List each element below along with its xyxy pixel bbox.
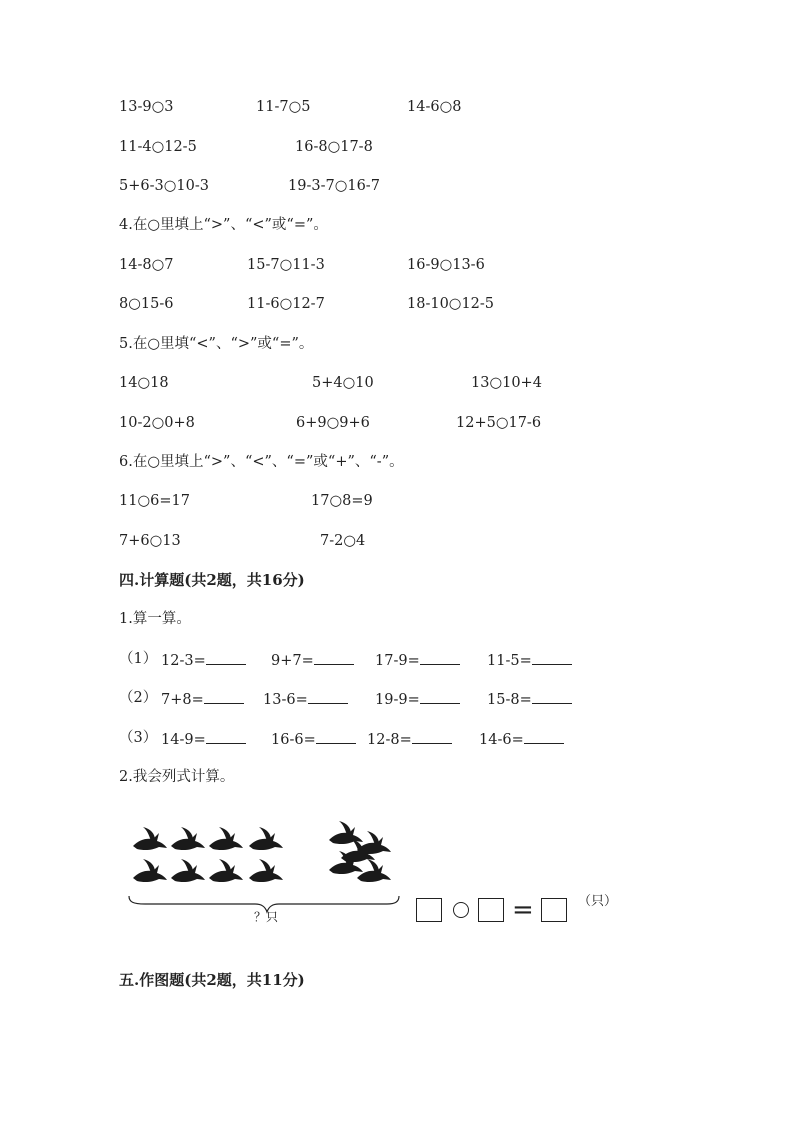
compare-item: 18-10○12-5 xyxy=(407,296,495,312)
question-mark-label: ？只 xyxy=(254,910,279,924)
answer-box-3[interactable] xyxy=(541,898,567,922)
calc-item: 14-6= xyxy=(479,729,564,749)
swallow-bird xyxy=(249,827,283,850)
answer-blank[interactable] xyxy=(524,729,564,744)
compare-item: 8○15-6 xyxy=(119,296,174,312)
calc-item: 12-8= xyxy=(367,729,452,749)
compare-item: 6+9○9+6 xyxy=(296,415,370,431)
calc-item: 12-3= xyxy=(161,650,246,670)
compare-item: 14○18 xyxy=(119,375,169,391)
bird-group xyxy=(133,821,391,882)
section-5-heading: 五.作图题(共2题，共11分) xyxy=(119,971,305,989)
swallow-bird xyxy=(357,859,391,882)
answer-blank[interactable] xyxy=(420,689,460,704)
swallow-bird xyxy=(329,821,363,844)
question-6-title: 6.在○里填上“>”、“<”、“=”或“+”、“-”。 xyxy=(119,454,404,470)
compare-item: 10-2○0+8 xyxy=(119,415,195,431)
calc-row-label: （1） xyxy=(119,651,158,667)
answer-blank[interactable] xyxy=(308,689,348,704)
calc-question-2-title: 2.我会列式计算。 xyxy=(119,769,235,785)
unit-label: （只） xyxy=(578,894,618,909)
compare-item: 13○10+4 xyxy=(471,375,542,391)
answer-box-2[interactable] xyxy=(478,898,504,922)
answer-blank[interactable] xyxy=(412,729,452,744)
calc-item: 17-9= xyxy=(375,650,460,670)
answer-blank[interactable] xyxy=(316,729,356,744)
calc-item: 14-9= xyxy=(161,729,246,749)
compare-item: 12+5○17-6 xyxy=(456,415,542,431)
compare-item: 14-6○8 xyxy=(407,99,462,115)
compare-item: 7+6○13 xyxy=(119,533,181,549)
swallow-bird xyxy=(171,859,205,882)
equals-sign: = xyxy=(512,895,534,925)
swallow-bird xyxy=(209,827,243,850)
compare-item: 7-2○4 xyxy=(320,533,366,549)
answer-blank[interactable] xyxy=(532,689,572,704)
compare-item: 11-4○12-5 xyxy=(119,139,197,155)
question-5-title: 5.在○里填“<”、“>”或“=”。 xyxy=(119,336,314,352)
calc-item: 16-6= xyxy=(271,729,356,749)
calc-item: 19-9= xyxy=(375,689,460,709)
question-4-title: 4.在○里填上“>”、“<”或“=”。 xyxy=(119,217,328,233)
compare-item: 5+4○10 xyxy=(312,375,374,391)
swallow-bird xyxy=(133,859,167,882)
compare-item: 14-8○7 xyxy=(119,257,174,273)
calc-item: 11-5= xyxy=(487,650,572,670)
calc-row-label: （3） xyxy=(119,730,158,746)
swallow-bird xyxy=(249,859,283,882)
answer-blank[interactable] xyxy=(420,650,460,665)
answer-blank[interactable] xyxy=(314,650,354,665)
compare-item: 11-6○12-7 xyxy=(247,296,325,312)
compare-item: 15-7○11-3 xyxy=(247,257,325,273)
compare-item: 16-9○13-6 xyxy=(407,257,485,273)
swallow-bird xyxy=(171,827,205,850)
compare-item: 11○6=17 xyxy=(119,493,190,509)
answer-blank[interactable] xyxy=(532,650,572,665)
compare-item: 13-9○3 xyxy=(119,99,174,115)
calc-item: 9+7= xyxy=(271,650,354,670)
compare-item: 17○8=9 xyxy=(311,493,373,509)
compare-item: 16-8○17-8 xyxy=(295,139,373,155)
answer-blank[interactable] xyxy=(204,689,244,704)
compare-item: 11-7○5 xyxy=(256,99,311,115)
answer-blank[interactable] xyxy=(206,650,246,665)
calc-item: 13-6= xyxy=(263,689,348,709)
calc-item: 15-8= xyxy=(487,689,572,709)
calc-item: 7+8= xyxy=(161,689,244,709)
section-4-heading: 四.计算题(共2题，共16分) xyxy=(119,571,305,589)
swallow-bird xyxy=(209,859,243,882)
compare-item: 19-3-7○16-7 xyxy=(288,178,380,194)
calc-question-1-title: 1.算一算。 xyxy=(119,611,191,627)
answer-blank[interactable] xyxy=(206,729,246,744)
compare-item: 5+6-3○10-3 xyxy=(119,178,209,194)
answer-box-1[interactable] xyxy=(416,898,442,922)
calc-row-label: （2） xyxy=(119,690,158,706)
swallow-bird xyxy=(133,827,167,850)
operator-circle[interactable] xyxy=(453,902,469,918)
